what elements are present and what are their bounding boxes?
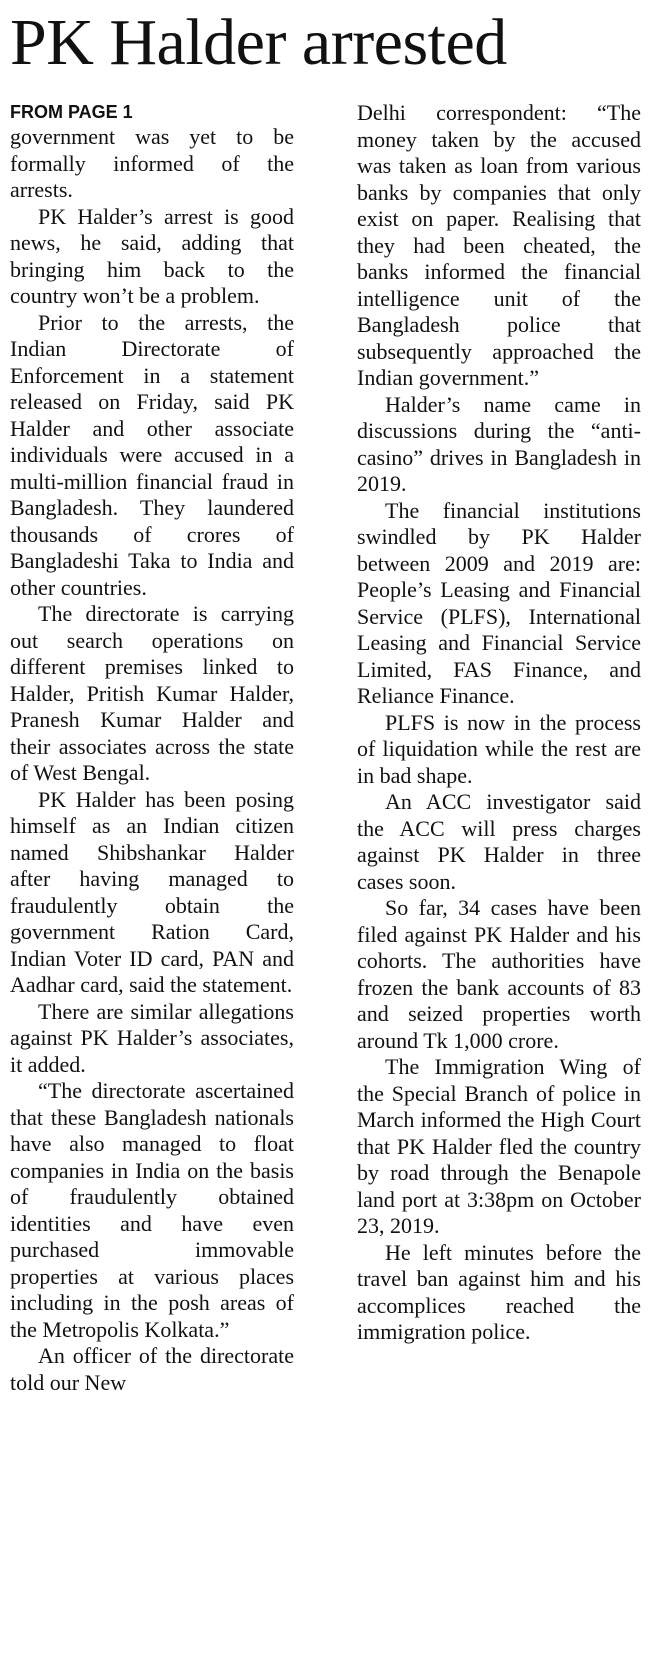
- paragraph: Prior to the arrests, the Indian Directorate of Enforcement in a statement released on Friday, said PK Halder and other associate individuals were accused in a multi-million financial fraud in Bangladesh. They laundered thousands of crores of Bangladeshi Taka to India and other countries.: [10, 309, 294, 600]
- right-column: [357, 100, 641, 1396]
- paragraph: An officer of the directorate told our New: [10, 1343, 294, 1395]
- paragraph: An ACC investigator said the ACC will press charges against PK Halder in three cases soon.: [357, 789, 641, 894]
- paragraph: So far, 34 cases have been filed against PK Halder and his cohorts. The authorities have frozen the bank accounts of 83 and seized properties worth around Tk 1,000 crore.: [357, 895, 641, 1053]
- paragraph: The Immigration Wing of the Special Branch of police in March informed the High Court that PK Halder fled the country by road through the Benapole land port at 3:38pm on October 23, 2019.: [357, 1054, 641, 1238]
- paragraph: government was yet to be formally informed of the arrests.: [10, 124, 294, 202]
- paragraph: “The directorate ascertained that these Bangladesh nationals have also managed to float companies in India on the basis of fraudulently obtained identities and have even purchased immovable properties at various places including in the posh areas of the Metropolis Kolkata.”: [10, 1078, 294, 1342]
- paragraph: PK Halder has been posing himself as an Indian citizen named Shibshankar Halder after having managed to fraudulently obtain the government Ration Card, Indian Voter ID card, PAN and Aadhar card, said the statement.: [10, 786, 294, 997]
- paragraph: Halder’s name came in discussions during the “anti-casino” drives in Bangladesh in 2019.: [357, 391, 641, 496]
- paragraph: The directorate is carrying out search operations on different premises linked to Halder, Pritish Kumar Halder, Pranesh Kumar Halder and their associates across the state of West Bengal.: [10, 601, 294, 785]
- paragraph: He left minutes before the travel ban against him and his accomplices reached the immigration police.: [357, 1239, 641, 1344]
- left-column: [10, 100, 294, 1396]
- article-body: [10, 100, 641, 1396]
- paragraph: The financial institutions swindled by PK Halder between 2009 and 2019 are: People’s Leasing and Financial Service (PLFS), International Leasing and Financial Service Limited, FAS Finance, and Reliance Finance.: [357, 497, 641, 708]
- headline: PK Halder arrested: [10, 6, 507, 79]
- paragraph: Delhi correspondent: “The money taken by the accused was taken as loan from various banks by companies that only exist on paper. Realising that they had been cheated, the banks informed the financial intelligence unit of the Bangladesh police that subsequently approached the Indian government.”: [357, 100, 641, 390]
- paragraph: PK Halder’s arrest is good news, he said, adding that bringing him back to the country won’t be a problem.: [10, 203, 294, 308]
- jump-label: FROM PAGE 1: [10, 102, 133, 122]
- paragraph: PLFS is now in the process of liquidation while the rest are in bad shape.: [357, 709, 641, 788]
- paragraph: There are similar allegations against PK Halder’s associates, it added.: [10, 998, 294, 1077]
